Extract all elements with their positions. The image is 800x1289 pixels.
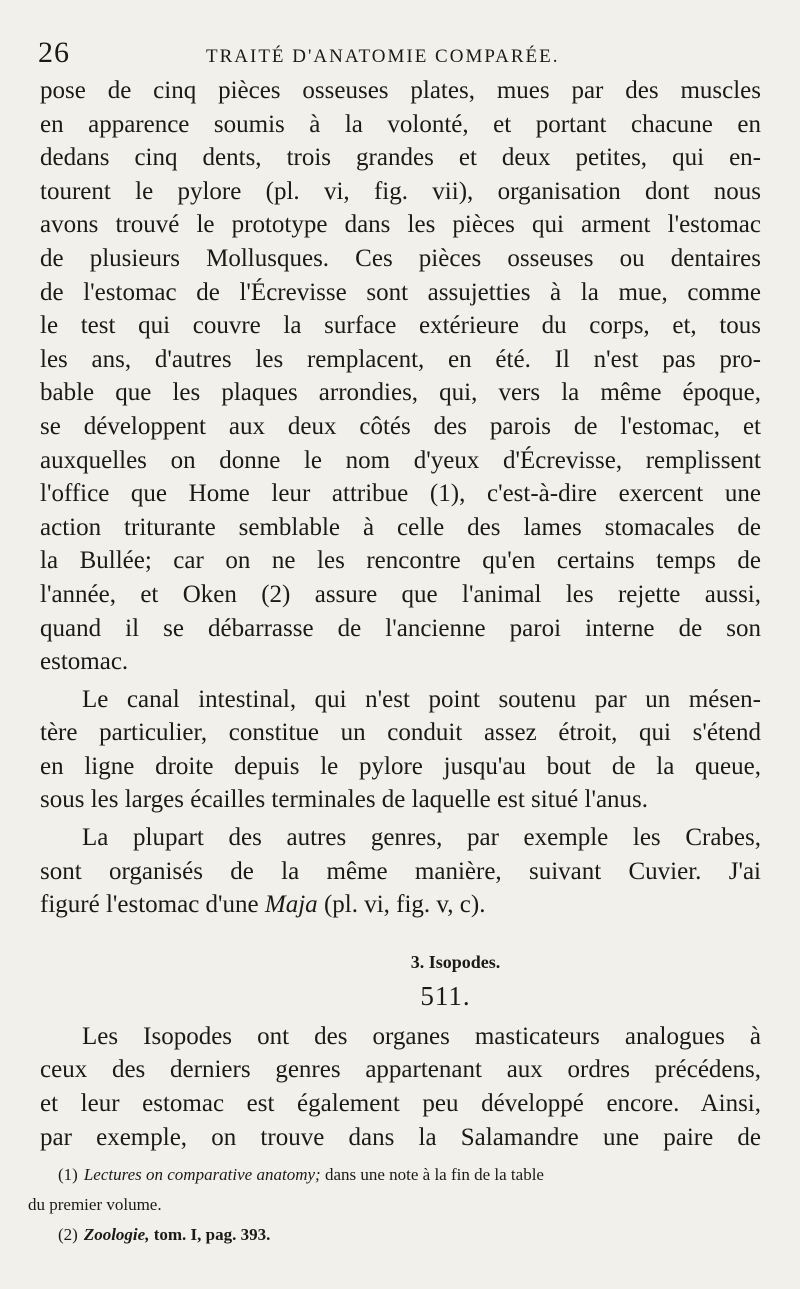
section-heading: 3. Isopodes. [410, 951, 501, 972]
text-line: auxquelles on donne le nom d'yeux d'Écrevisse, remplissent [40, 446, 761, 474]
text-line: bable que les plaques arrondies, qui, vers la même époque, [40, 379, 761, 407]
text-line: pose de cinq pièces osseuses plates, mues par des muscles [40, 77, 761, 104]
text-line: par exemple, on trouve dans la Salamandre une paire de [40, 1123, 761, 1151]
footnote-text: dans une note à la fin de la table [320, 1165, 544, 1184]
text-fragment: figuré l'estomac d'une [40, 891, 265, 919]
running-title: TRAITÉ D'ANATOMIE COMPARÉE. [206, 46, 560, 67]
text-line: la Bullée; car on ne les rencontre qu'en certains temps de [40, 547, 761, 575]
text-line: action triturante semblable à celle des lames stomacales de [40, 513, 761, 541]
paragraph [40, 683, 761, 817]
footnotes [28, 1160, 764, 1250]
footnote-text: tom. I, pag. 393. [149, 1225, 271, 1244]
text-line: l'année, et Oken (2) assure que l'animal les rejette aussi, [40, 580, 761, 608]
paragraph [40, 74, 761, 679]
text-line: en ligne droite depuis le pylore jusqu'au bout de la queue, [40, 752, 761, 780]
text-line: sous les larges écailles terminales de laquelle est situé l'anus. [40, 786, 649, 814]
article-number: 511. [420, 980, 471, 1011]
paragraph [40, 821, 761, 922]
text-line: estomac. [40, 648, 129, 676]
text-line: tère particulier, constitue un conduit assez étroit, qui s'étend [40, 719, 761, 747]
text-line: en apparence soumis à la volonté, et portant chacune en [40, 110, 761, 138]
page-number: 26 [38, 36, 70, 69]
footnote-marker: (1) [58, 1165, 78, 1184]
text-line: Le canal intestinal, qui n'est point soutenu par un mésen- [82, 685, 761, 713]
footnote [58, 1220, 764, 1250]
footnote [58, 1160, 764, 1190]
text-line: tourent le pylore (pl. vi, fig. vii), organisation dont nous [40, 177, 761, 205]
text-line: se développent aux deux côtés des parois de l'estomac, et [40, 412, 761, 440]
text-fragment: (pl. vi, fig. v, c). [317, 891, 486, 919]
text-line: sont organisés de la même manière, suivant Cuvier. J'ai [40, 857, 761, 885]
text-line: le test qui couvre la surface extérieure du corps, et, tous [40, 312, 761, 340]
text-line: quand il se débarrasse de l'ancienne paroi interne de son [40, 614, 761, 642]
text-line: ceux des derniers genres appartenant aux ordres précédens, [40, 1056, 761, 1084]
text-line: et leur estomac est également peu développé encore. Ainsi, [40, 1090, 761, 1118]
main-text [40, 74, 761, 1158]
text-line [40, 888, 761, 922]
text-line: de l'estomac de l'Écrevisse sont assujetties à la mue, comme [40, 278, 761, 306]
text-line: de plusieurs Mollusques. Ces pièces osseuses ou dentaires [40, 244, 761, 272]
paragraph [40, 1020, 761, 1154]
text-line: dedans cinq dents, trois grandes et deux petites, qui en- [40, 144, 761, 172]
footnote-marker: (2) [58, 1225, 78, 1244]
text-line: avons trouvé le prototype dans les pièces qui arment l'estomac [40, 211, 761, 239]
footnote-title: Zoologie, [83, 1225, 150, 1244]
page-header [38, 36, 770, 76]
genus-name: Maja [264, 891, 318, 919]
text-line: Les Isopodes ont des organes masticateurs analogues à [82, 1022, 761, 1050]
footnote-continuation: du premier volume. [28, 1195, 162, 1214]
text-line: l'office que Home leur attribue (1), c'est-à-dire exercent une [40, 480, 761, 508]
footnote-title: Lectures on comparative anatomy; [83, 1165, 321, 1184]
text-line: les ans, d'autres les remplacent, en été. Il n'est pas pro- [40, 345, 761, 373]
text-line: La plupart des autres genres, par exemple les Crabes, [82, 824, 761, 852]
